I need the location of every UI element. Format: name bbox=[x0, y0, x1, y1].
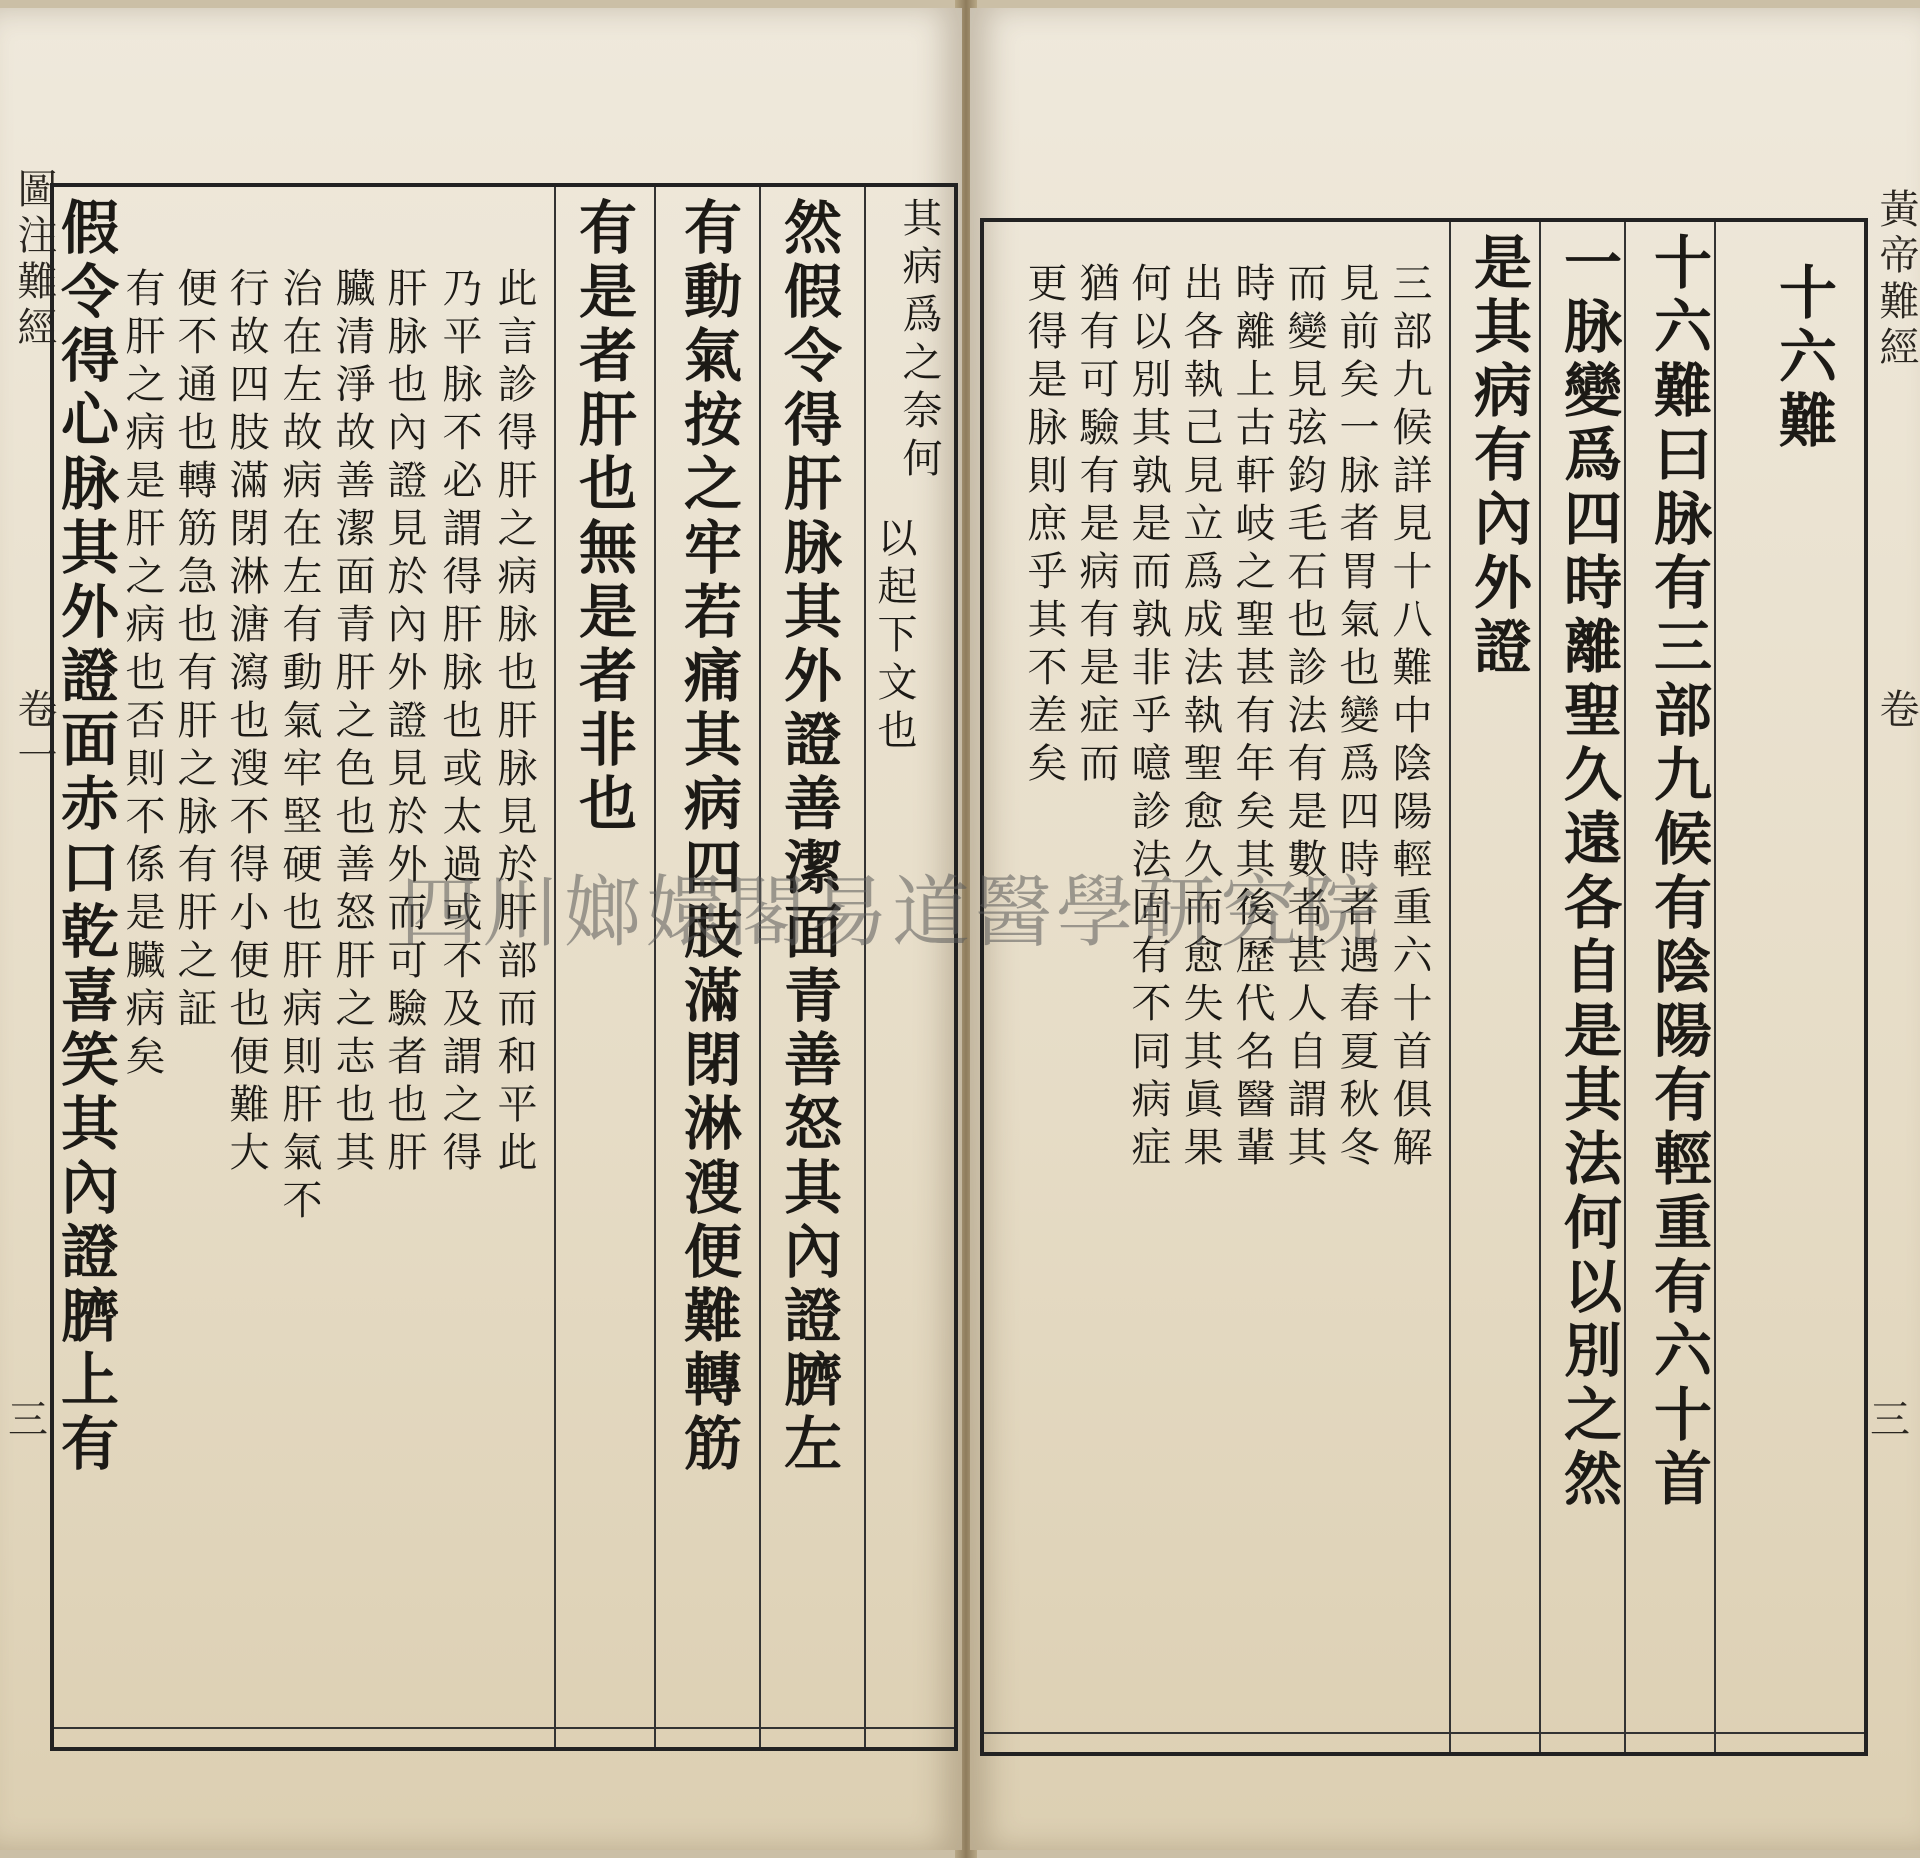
commentary-col-1: 此言診得肝之病脉也肝脉見於肝部而和平此 bbox=[491, 267, 537, 1179]
commentary-col-7: 便不通也轉筋急也有肝之脉有肝之証 bbox=[171, 267, 217, 1035]
commentary-col-8: 有肝之病是肝之病也否則不係是臟病矣 bbox=[119, 267, 165, 1083]
fragment-col-1: 其病爲之奈何 bbox=[896, 197, 942, 485]
right-text-frame bbox=[980, 218, 1868, 1756]
commentary-col-5: 出各執己見立爲成法執聖愈久而愈失其眞果 bbox=[1177, 262, 1223, 1174]
commentary-col-2: 乃平脉不必謂得肝脉也或太過或不及謂之得 bbox=[436, 267, 482, 1179]
left-folio: 三 bbox=[8, 1397, 48, 1443]
left-text-frame bbox=[50, 183, 958, 1751]
commentary-col-6: 何以別其孰是而孰非乎噫診法固有不同病症 bbox=[1125, 262, 1171, 1174]
commentary-col-6: 行故四肢滿閉淋溏瀉也溲不得小便也便難大 bbox=[223, 267, 269, 1179]
right-margin-juan: 卷 bbox=[1873, 688, 1919, 734]
main-text-col-2: 一脉變爲四時離聖久遠各自是其法何以別之然 bbox=[1554, 232, 1622, 1512]
main-text-col-1: 然假令得肝脉其外證善潔面青善怒其內證臍左 bbox=[774, 197, 842, 1477]
commentary-col-3: 肝脉也內證見於內外證見於外而可驗者也肝 bbox=[381, 267, 427, 1179]
main-text-col-3: 是其病有內外證 bbox=[1464, 232, 1532, 680]
main-text-col-4: 假令得心脉其外證面赤口乾喜笑其內證臍上有 bbox=[51, 197, 119, 1477]
left-margin-juan: 卷一 bbox=[11, 688, 57, 780]
right-folio: 三 bbox=[1870, 1397, 1910, 1443]
chapter-heading: 十六難 bbox=[1769, 262, 1837, 454]
fragment-col-2: 以起下文也 bbox=[871, 517, 917, 757]
left-margin-title: 圖注難經 bbox=[11, 168, 57, 352]
commentary-col-5: 治在左故病在左有動氣牢堅硬也肝病則肝氣不 bbox=[276, 267, 322, 1227]
main-text-col-2: 有動氣按之牢若痛其病四肢滿閉淋溲便難轉筋 bbox=[674, 197, 742, 1477]
commentary-col-2: 見前矣一脉者胃氣也變爲四時者遇春夏秋冬 bbox=[1333, 262, 1379, 1174]
commentary-col-8: 更得是脉則庶乎其不差矣 bbox=[1021, 262, 1067, 790]
commentary-col-7: 猶有可驗有是病有是症而 bbox=[1073, 262, 1119, 790]
commentary-col-1: 三部九候詳見十八難中陰陽輕重六十首俱解 bbox=[1386, 262, 1432, 1174]
commentary-col-3: 而變見弦鈞毛石也診法有是數者甚人自謂其 bbox=[1281, 262, 1327, 1174]
watermark: 四川嫏嬛閣易道醫學研究院 bbox=[400, 869, 1385, 956]
commentary-col-4: 臟清淨故善潔面青肝之色也善怒肝之志也其 bbox=[329, 267, 375, 1179]
right-margin-title: 黃帝難經 bbox=[1873, 188, 1919, 372]
main-text-col-1: 十六難曰脉有三部九候有陰陽有輕重有六十首 bbox=[1644, 232, 1712, 1512]
commentary-col-4: 時離上古軒岐之聖甚有年矣其後歷代名醫輩 bbox=[1229, 262, 1275, 1174]
main-text-col-3: 有是者肝也無是者非也 bbox=[569, 197, 637, 837]
